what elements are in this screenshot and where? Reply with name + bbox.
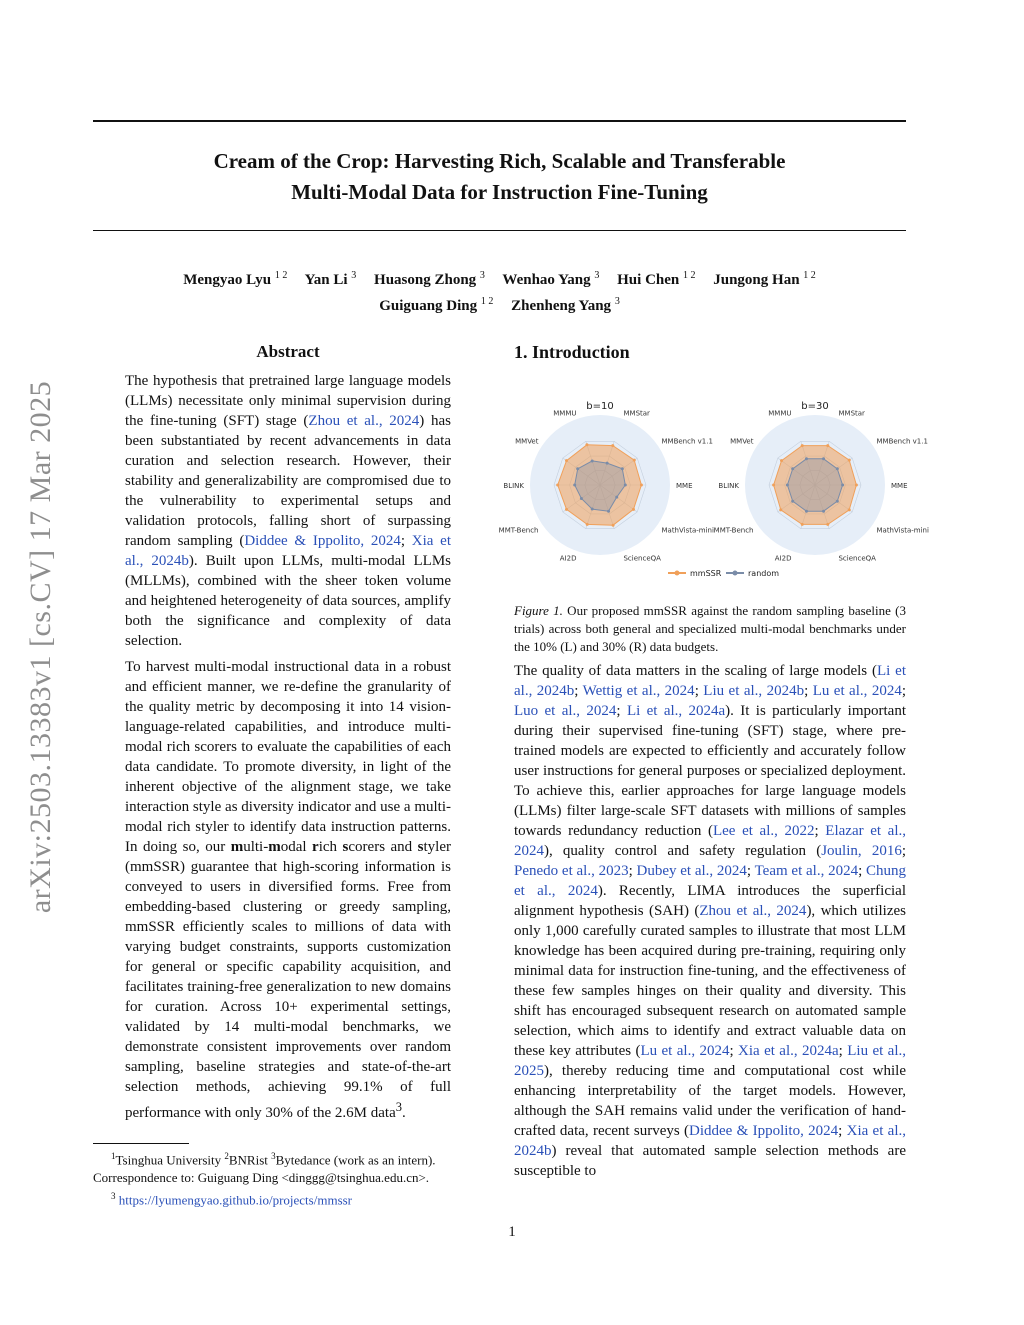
introduction-heading: 1. Introduction: [514, 342, 630, 362]
author-list: [93, 265, 906, 317]
author-name: Huasong Zhong: [374, 272, 477, 288]
text-run: ). Built upon LLMs, multi-modal LLMs (MLLMs), combined with the sheer token volume and heightened heterogeneity of data sources, amplify both the significance and complexity of data selection.: [125, 553, 451, 649]
radar-point: [621, 467, 624, 470]
caption-text: Our proposed mmSSR against the random sampling baseline (3 trials) across both general and specialized multi-modal benchmarks under the 10% (L) and 30% (R) data budgets.: [514, 603, 907, 654]
radar-point: [801, 523, 804, 526]
author-affiliation: 1 2: [803, 270, 816, 281]
legend-label-mmSSR: mmSSR: [690, 569, 722, 578]
radar-axis-label: MMMU: [553, 409, 577, 418]
text-run: ;: [858, 863, 866, 879]
text-run: ) has been substantiated by recent advancements in data curation and selection research. However, their stability and generalizability are compromised due to the vulnerability to experimental setups and validation protocols, falling short of surpassing random sampling (: [125, 413, 451, 549]
page-number: 1: [508, 1224, 516, 1240]
author-affiliation: 3: [479, 270, 485, 281]
radar-axis-label: MME: [676, 482, 693, 490]
arxiv-identifier: arXiv:2503.13383v1 [cs.CV] 17 Mar 2025: [24, 380, 57, 914]
radar-point: [826, 523, 829, 526]
radar-point: [779, 508, 782, 511]
citation-link[interactable]: Xia et al., 2024b: [125, 533, 452, 569]
radar-point: [780, 459, 783, 462]
text-run: To harvest multi-modal instructional data in a robust and efficient manner, we re-define the granularity of the quality metric by decomposing it into 14 vision-language-related capabilities, and introduce multi-modal rich scorers to evaluate the capabilities of each data candidate. To promote diversity, in light of the inherent objective of the alignment stage, we take interaction style as diversity indicator and use a multi-modal rich styler to identify data instruction patterns. In doing so, our: [125, 659, 451, 855]
author-name: Guiguang Ding: [379, 298, 478, 314]
radar-point: [805, 457, 808, 460]
radar-axis-label: MMT-Bench: [713, 526, 754, 535]
radar-point: [580, 497, 583, 500]
author-name: Zhenheng Yang: [511, 298, 612, 314]
figure-caption: [514, 602, 906, 656]
radar-point: [607, 510, 610, 513]
legend-marker-mmSSR: [675, 571, 680, 576]
footnote-mark: 3: [395, 1100, 403, 1114]
radar-axis-label: MMStar: [623, 409, 650, 418]
abstract-heading: Abstract: [256, 342, 320, 361]
paper-title: [93, 146, 906, 208]
radar-point: [591, 508, 594, 511]
abstract-paragraph-1: [125, 371, 451, 651]
citation-link[interactable]: Liu et al., 2025: [514, 1043, 906, 1079]
text-run: ;: [901, 683, 906, 699]
text-run: ;: [729, 1043, 739, 1059]
radar-point: [556, 484, 559, 487]
radar-point: [791, 500, 794, 503]
introduction-body: [514, 661, 906, 1181]
citation-link[interactable]: Wettig et al., 2024: [582, 683, 695, 699]
radar-point: [805, 510, 808, 513]
radar-point: [848, 508, 851, 511]
radar-point: [633, 459, 636, 462]
text-run: ;: [838, 1043, 848, 1059]
radar-point: [801, 444, 804, 447]
radar-axis-label: BLINK: [718, 482, 739, 490]
radar-point: [632, 508, 635, 511]
radar-point: [565, 508, 568, 511]
title-line-2: Multi-Modal Data for Instruction Fine-Tuning: [291, 180, 708, 204]
text-run: ). It is particularly important during their supervised fine-tuning (SFT) stage, where pre-trained models are expected to efficiently and accurately follow user instructions for general purposes or specialized deployment. To achieve this, earlier approaches for large language models (LLMs) filter large-scale SFT datasets with millions of samples towards redundancy reduction (: [514, 703, 906, 839]
radar-point: [586, 523, 589, 526]
author-affiliation: 3: [614, 296, 620, 307]
text-run: ulti-: [243, 839, 269, 855]
radar-point: [836, 467, 839, 470]
radar-title: b=10: [586, 401, 614, 412]
radar-point: [573, 484, 576, 487]
radar-axis-label: AI2D: [559, 554, 577, 563]
text-run: ;: [814, 823, 826, 839]
radar-axis-label: ScienceQA: [838, 554, 876, 563]
citation-link[interactable]: Zhou et al., 2024: [308, 413, 420, 429]
radar-axis-label: MMT-Bench: [498, 526, 539, 535]
text-run: ), quality control and safety regulation (: [544, 843, 822, 859]
citation-link[interactable]: Lee et al., 2022: [712, 823, 815, 839]
radar-axis-label: MMBench v1.1: [876, 437, 928, 446]
radar-point: [606, 462, 609, 465]
radar-axis-label: MMStar: [838, 409, 865, 418]
text-run: ;: [901, 843, 906, 859]
text-run: ;: [804, 683, 813, 699]
radar-point: [615, 496, 618, 499]
text-run: ) reveal that automated sample selection methods are susceptible to: [514, 1143, 906, 1179]
text-run: ), thereby reducing time and computational cost while enhancing interpretability of the target models. However, although the SAH remains valid under the verification of hand-crafted data, recent surveys (: [514, 1063, 906, 1139]
radar-axis-label: MMVet: [515, 437, 539, 446]
title-line-1: Cream of the Crop: Harvesting Rich, Scalable and Transferable: [213, 149, 786, 173]
bold-letter: s: [342, 839, 349, 855]
radar-point: [841, 484, 844, 487]
bold-letter: r: [312, 839, 319, 855]
caption-label: Figure 1.: [514, 603, 563, 618]
citation-link[interactable]: Zhou et al., 2024: [699, 903, 807, 919]
radar-point: [612, 524, 615, 527]
abstract-body: [125, 371, 451, 1123]
citation-link[interactable]: Penedo et al., 2023: [514, 863, 629, 879]
citation-link[interactable]: Joulin, 2016: [821, 843, 902, 859]
text-run: ;: [574, 683, 583, 699]
radar-point: [576, 467, 579, 470]
legend-marker-random: [733, 571, 738, 576]
footnote-sup: 2: [224, 1151, 229, 1161]
citation-link[interactable]: Luo et al., 2024: [514, 703, 617, 719]
citation-link[interactable]: Lu et al., 2024: [640, 1043, 730, 1059]
citation-link[interactable]: Chung et al., 2024: [514, 863, 907, 899]
text-run: .: [402, 1105, 406, 1121]
text-run: odal: [280, 839, 313, 855]
radar-axis-label: MME: [891, 482, 908, 490]
radar-point: [585, 443, 588, 446]
bold-letter: m: [230, 839, 244, 855]
radar-axis-label: MMMU: [768, 409, 792, 418]
author-affiliation: 1 2: [274, 270, 288, 281]
text-run: ;: [838, 1123, 847, 1139]
citation-link[interactable]: Lu et al., 2024: [812, 683, 902, 699]
radar-axis-label: BLINK: [503, 482, 524, 490]
radar-point: [822, 510, 825, 513]
text-run: ). Recently, LIMA introduces the superficial alignment hypothesis (SAH) (: [514, 883, 906, 919]
citation-link[interactable]: Dubey et al., 2024: [636, 863, 747, 879]
text-run: ;: [694, 683, 704, 699]
author-name: Wenhao Yang: [502, 272, 591, 288]
radar-axis-label: ScienceQA: [623, 554, 661, 563]
author-name: Yan Li: [304, 272, 348, 288]
citation-link[interactable]: Liu et al., 2024b: [703, 683, 805, 699]
footnote-affiliations: [93, 1147, 493, 1169]
citation-link[interactable]: Xia et al., 2024a: [738, 1043, 839, 1059]
footnote-sup: 3: [111, 1191, 116, 1202]
author-affiliation: 3: [351, 270, 357, 281]
author-affiliation: 3: [594, 270, 600, 281]
radar-point: [855, 484, 858, 487]
citation-link[interactable]: Xia et al., 2024b: [514, 1123, 907, 1159]
text-run: BNRist: [228, 1152, 272, 1168]
text-run: ;: [746, 863, 755, 879]
footnote-sup: 1: [111, 1151, 116, 1161]
bold-letter: s: [417, 839, 424, 855]
text-run: tyler (mmSSR) guarantee that high-scoring information is conveyed to users in diversified forms. Free from embedding-based clustering or greedy sampling, mmSSR efficiently scales to millions of data with varying budget constraints, supports customization for general or specific capability acquisition, and facilitates training-free generalization to new domains for curation. Across 10+ experimental settings, validated by 14 multi-modal benchmarks, we demonstrate consistent improvements over random sampling, baseline strategies and state-of-the-art selection methods, achieving 99.1% of full performance with only 30% of the 2.6M data: [125, 839, 452, 1121]
text-run: corers and: [348, 839, 418, 855]
radar-series-random: [787, 459, 842, 511]
radar-point: [611, 444, 614, 447]
introduction-paragraph: [514, 661, 906, 1181]
citation-link[interactable]: Diddee & Ippolito, 2024: [689, 1123, 839, 1139]
citation-link[interactable]: Diddee & Ippolito, 2024: [244, 533, 401, 549]
citation-link[interactable]: Team et al., 2024: [754, 863, 859, 879]
text-run: ;: [628, 863, 637, 879]
radar-title: b=30: [801, 401, 829, 412]
radar-point: [591, 459, 594, 462]
radar-point: [624, 484, 627, 487]
text-run: ;: [616, 703, 627, 719]
text-run: Bytedance (work as an intern).: [275, 1152, 436, 1168]
radar-point: [836, 500, 839, 503]
radar-point: [791, 467, 794, 470]
author-affiliation: 1 2: [480, 296, 494, 307]
footnotes: [93, 1147, 493, 1210]
radar-axis-label: MathVista-mini: [661, 526, 714, 535]
text-run: The hypothesis that pretrained large language models (LLMs) necessitate only minimal supervision during the fine-tuning (SFT) stage (: [125, 373, 451, 429]
bold-letter: m: [268, 839, 281, 855]
footnote-sup: 3: [271, 1151, 276, 1161]
title-rule-top: [93, 120, 906, 122]
footnote-project: [93, 1187, 493, 1209]
radar-axis-label: AI2D: [774, 554, 792, 563]
radar-point: [772, 484, 775, 487]
radar-axis-label: MMBench v1.1: [661, 437, 713, 446]
citation-link[interactable]: Li et al., 2024a: [626, 703, 726, 719]
text-run: ), which utilizes only 1,000 carefully curated samples to illustrate that most LLM knowledge has been acquired during pre-training, requiring only minimal data for instruction fine-tuning, and the effectiveness of these few samples hinges on their quality and diversity. This shift has encouraged subsequent research on automated sample selection, which aims to identify and extract valuable data on these key attributes (: [514, 903, 906, 1059]
title-rule-bottom: [93, 230, 906, 231]
text-run: ich: [318, 839, 343, 855]
abstract-paragraph-2: [125, 657, 451, 1123]
text-run: The quality of data matters in the scaling of large models (: [514, 663, 877, 679]
author-name: Hui Chen: [617, 272, 680, 288]
radar-point: [786, 484, 789, 487]
citation-link[interactable]: Elazar et al., 2024: [514, 823, 906, 859]
text-run: ;: [400, 533, 412, 549]
radar-point: [848, 459, 851, 462]
radar-axis-label: MMVet: [730, 437, 754, 446]
radar-point: [565, 459, 568, 462]
radar-axis-label: MathVista-mini: [876, 526, 929, 535]
author-name: Jungong Han: [713, 272, 800, 288]
figure-1-radar-charts: [493, 393, 929, 588]
footnote-rule: [93, 1143, 189, 1144]
author-name: Mengyao Lyu: [183, 272, 272, 288]
text-run: Tsinghua University: [115, 1152, 225, 1168]
radar-point: [640, 484, 643, 487]
radar-point: [822, 457, 825, 460]
citation-link[interactable]: Li et al., 2024b: [514, 663, 906, 699]
author-affiliation: 1 2: [683, 270, 696, 281]
footnote-correspondence: Correspondence to: Guiguang Ding <dinggg@tsinghua.edu.cn>.: [93, 1170, 430, 1186]
legend-label-random: random: [748, 569, 780, 578]
radar-point: [826, 444, 829, 447]
project-link[interactable]: https://lyumengyao.github.io/projects/mmssr: [118, 1192, 353, 1208]
